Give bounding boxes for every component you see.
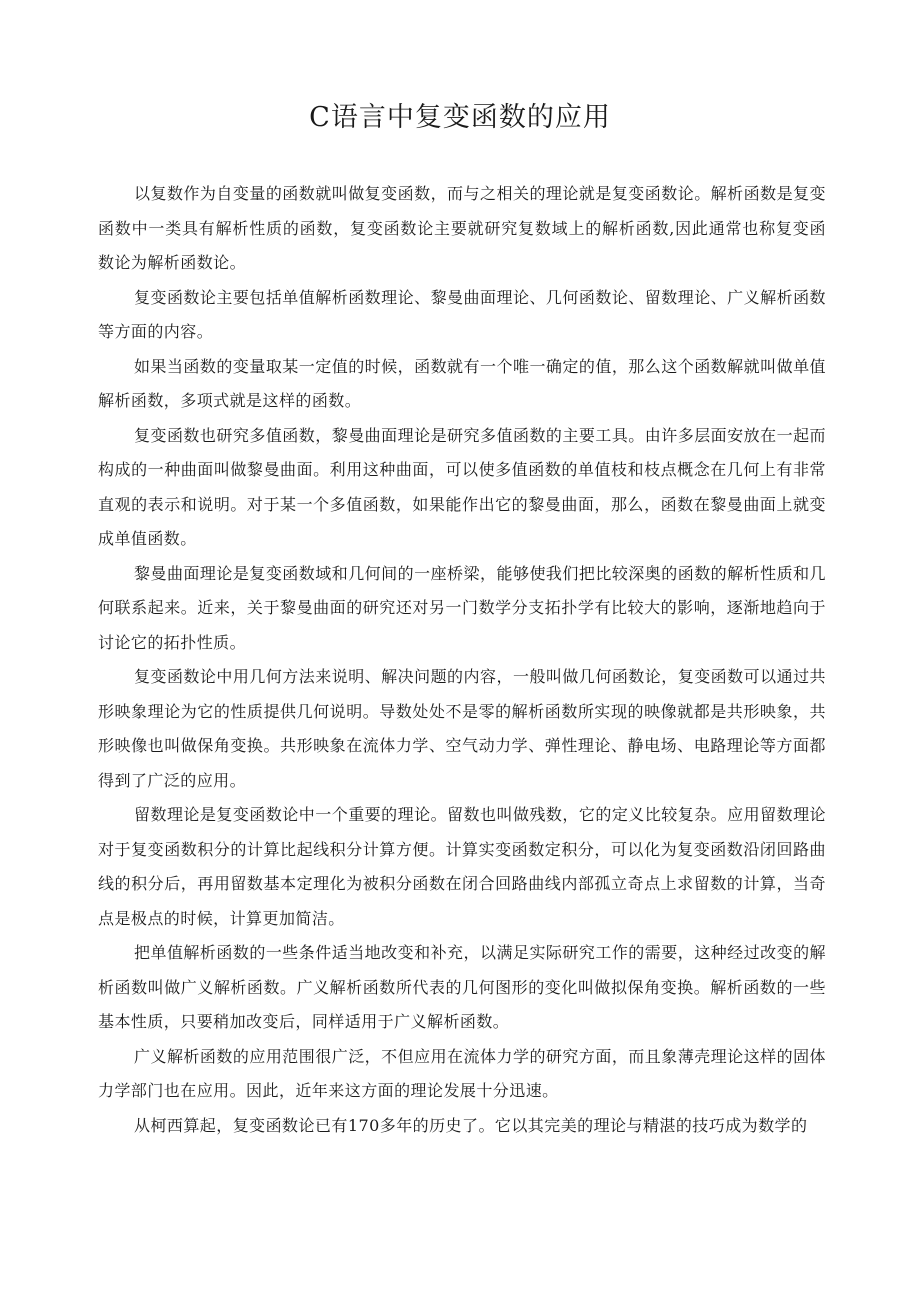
- paragraph: 如果当函数的变量取某一定值的时候，函数就有一个唯一确定的值，那么这个函数解就叫做单值解析函数，多项式就是这样的函数。: [98, 356, 826, 410]
- paragraph: 以复数作为自变量的函数就叫做复变函数，而与之相关的理论就是复变函数论。解析函数是复变函数中一类具有解析性质的函数，复变函数论主要就研究复数域上的解析函数,因此通常也称复变函数论为解析函数论。: [98, 184, 826, 272]
- paragraph: 从柯西算起，复变函数论已有170多年的历史了。它以其完美的理论与精湛的技巧成为数学的: [134, 1115, 808, 1135]
- paragraph: 复变函数也研究多值函数，黎曼曲面理论是研究多值函数的主要工具。由许多层面安放在一起而构成的一种曲面叫做黎曼曲面。利用这种曲面，可以使多值函数的单值枝和枝点概念在几何上有非常直观的表示和说明。对于某一个多值函数，如果能作出它的黎曼曲面，那么，函数在黎曼曲面上就变成单值函数。: [98, 425, 826, 548]
- document-body: [98, 177, 826, 1143]
- paragraph: 广义解析函数的应用范围很广泛，不但应用在流体力学的研究方面，而且象薄壳理论这样的固体力学部门也在应用。因此，近年来这方面的理论发展十分迅速。: [98, 1046, 826, 1100]
- paragraph: 复变函数论中用几何方法来说明、解决问题的内容，一般叫做几何函数论，复变函数可以通过共形映象理论为它的性质提供几何说明。导数处处不是零的解析函数所实现的映像就都是共形映象，共形映像也叫做保角变换。共形映象在流体力学、空气动力学、弹性理论、静电场、电路理论等方面都得到了广泛的应用。: [98, 667, 826, 790]
- paragraph: 复变函数论主要包括单值解析函数理论、黎曼曲面理论、几何函数论、留数理论、广义解析函数等方面的内容。: [98, 287, 826, 341]
- paragraph: 留数理论是复变函数论中一个重要的理论。留数也叫做残数，它的定义比较复杂。应用留数理论对于复变函数积分的计算比起线积分计算方便。计算实变函数定积分，可以化为复变函数沿闭回路曲线的积分后，再用留数基本定理化为被积分函数在闭合回路曲线内部孤立奇点上求留数的计算，当奇点是极点的时候，计算更加简洁。: [98, 805, 826, 928]
- paragraph: 黎曼曲面理论是复变函数域和几何间的一座桥梁，能够使我们把比较深奥的函数的解析性质和几何联系起来。近来，关于黎曼曲面的研究还对另一门数学分支拓扑学有比较大的影响，逐渐地趋向于讨论它的拓扑性质。: [98, 563, 826, 652]
- paragraph: 把单值解析函数的一些条件适当地改变和补充，以满足实际研究工作的需要，这种经过改变的解析函数叫做广义解析函数。广义解析函数所代表的几何图形的变化叫做拟保角变换。解析函数的一些基本性质，只要稍加改变后，同样适用于广义解析函数。: [98, 943, 826, 1031]
- document-title: C语言中复变函数的应用: [309, 102, 611, 133]
